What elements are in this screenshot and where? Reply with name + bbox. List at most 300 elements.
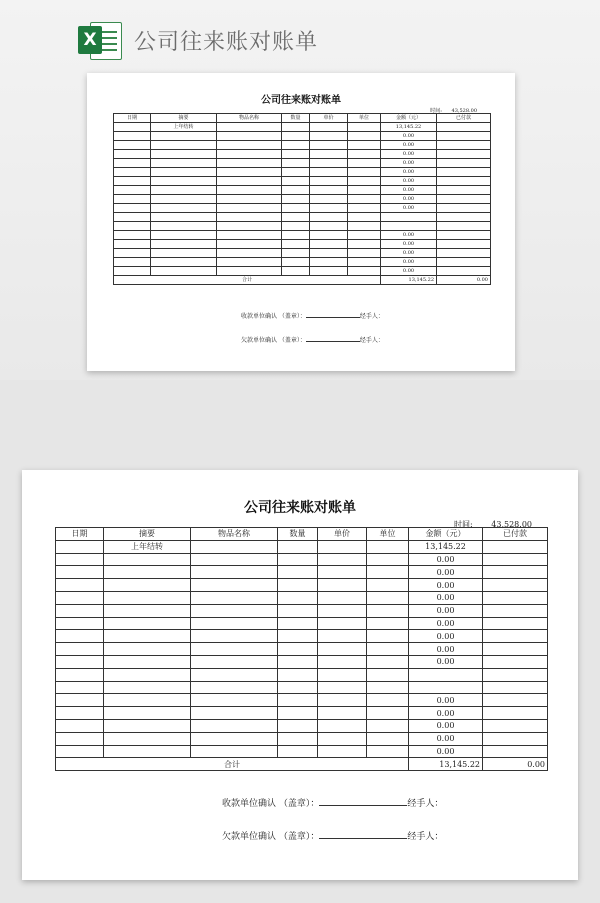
cell-date [114, 150, 151, 159]
cell-paid [437, 186, 491, 195]
cell-summary [151, 168, 217, 177]
cell-amount: 0.00 [381, 168, 437, 177]
table-row [114, 249, 491, 258]
table-row [114, 150, 491, 159]
cell-unit [348, 150, 381, 159]
cell-unit [348, 168, 381, 177]
cell-amount: 0.00 [381, 231, 437, 240]
cell-unit [348, 267, 381, 276]
cell-date [114, 231, 151, 240]
col-item-name: 物品名称 [191, 528, 278, 541]
cell-unit-price [318, 732, 367, 745]
cell-paid [437, 240, 491, 249]
cell-unit-price [310, 213, 348, 222]
cell-quantity [282, 240, 310, 249]
cell-date [114, 258, 151, 267]
handler-label: 经手人： [407, 799, 444, 809]
document-title: 公司往来账对账单 [244, 500, 356, 516]
cell-item-name [191, 681, 278, 694]
cell-unit [348, 231, 381, 240]
cell-date [114, 204, 151, 213]
cell-unit-price [318, 540, 367, 553]
col-paid: 已付款 [483, 528, 548, 541]
cell-unit-price [318, 655, 367, 668]
cell-amount: 0.00 [381, 267, 437, 276]
cell-summary [104, 707, 191, 720]
cell-unit [367, 591, 409, 604]
cell-unit-price [310, 123, 348, 132]
cell-date [114, 177, 151, 186]
cell-date [114, 141, 151, 150]
table-row [56, 694, 548, 707]
cell-quantity [282, 186, 310, 195]
cell-unit [348, 222, 381, 231]
cell-paid [437, 231, 491, 240]
cell-item-name [217, 141, 282, 150]
cell-amount [381, 222, 437, 231]
ledger-table [113, 113, 491, 285]
cell-unit-price [310, 267, 348, 276]
table-row [114, 123, 491, 132]
cell-unit-price [318, 643, 367, 656]
cell-date [56, 732, 104, 745]
cell-paid [437, 168, 491, 177]
cell-summary [151, 141, 217, 150]
cell-item-name [217, 186, 282, 195]
cell-amount: 0.00 [409, 579, 483, 592]
time-value: 43,528.00 [491, 520, 532, 529]
cell-amount: 0.00 [409, 643, 483, 656]
total-paid: 0.00 [437, 276, 491, 285]
cell-date [114, 222, 151, 231]
cell-quantity [278, 630, 318, 643]
table-row [114, 204, 491, 213]
cell-paid [483, 655, 548, 668]
excel-badge: X [78, 26, 102, 54]
cell-unit [348, 123, 381, 132]
cell-amount: 13,145.22 [381, 123, 437, 132]
table-row [56, 553, 548, 566]
cell-unit-price [310, 141, 348, 150]
table-row [114, 267, 491, 276]
cell-amount: 0.00 [381, 258, 437, 267]
total-row [114, 276, 491, 285]
cell-summary [151, 195, 217, 204]
cell-quantity [278, 553, 318, 566]
table-row [114, 231, 491, 240]
cell-quantity [278, 604, 318, 617]
cell-unit [367, 630, 409, 643]
cell-paid [437, 150, 491, 159]
cell-summary [151, 132, 217, 141]
total-row [56, 758, 548, 771]
cell-unit [367, 694, 409, 707]
document-preview[interactable] [22, 470, 578, 880]
cell-item-name [217, 267, 282, 276]
cell-paid [483, 604, 548, 617]
cell-date [56, 719, 104, 732]
cell-item-name [217, 204, 282, 213]
cell-summary [104, 745, 191, 758]
cell-item-name [191, 707, 278, 720]
cell-item-name [191, 617, 278, 630]
cell-unit [367, 732, 409, 745]
cell-item-name [191, 719, 278, 732]
cell-item-name [217, 195, 282, 204]
cell-date [56, 668, 104, 681]
cell-quantity [282, 222, 310, 231]
cell-quantity [278, 681, 318, 694]
cell-amount: 0.00 [409, 617, 483, 630]
cell-unit [348, 240, 381, 249]
cell-item-name [217, 159, 282, 168]
cell-item-name [191, 643, 278, 656]
cell-quantity [278, 566, 318, 579]
cell-quantity [282, 231, 310, 240]
cell-amount [381, 213, 437, 222]
cell-amount: 0.00 [381, 204, 437, 213]
cell-summary [151, 231, 217, 240]
cell-unit [367, 707, 409, 720]
cell-unit-price [318, 566, 367, 579]
cell-amount: 0.00 [409, 694, 483, 707]
cell-unit [367, 579, 409, 592]
table-row [56, 617, 548, 630]
table-row [56, 591, 548, 604]
cell-summary [104, 604, 191, 617]
cell-unit [367, 617, 409, 630]
cell-item-name [191, 732, 278, 745]
cell-item-name [191, 591, 278, 604]
signature-line [319, 805, 407, 806]
col-quantity: 数量 [278, 528, 318, 541]
cell-summary [104, 694, 191, 707]
cell-unit [367, 745, 409, 758]
cell-unit-price [318, 630, 367, 643]
table-row [56, 630, 548, 643]
receiver-signature [222, 796, 443, 809]
cell-unit-price [310, 231, 348, 240]
col-date: 日期 [114, 114, 151, 123]
cell-unit [348, 204, 381, 213]
cell-item-name [191, 579, 278, 592]
cell-date [114, 168, 151, 177]
cell-unit [348, 132, 381, 141]
cell-item-name [191, 630, 278, 643]
cell-summary [151, 177, 217, 186]
cell-paid [483, 719, 548, 732]
cell-date [114, 186, 151, 195]
cell-unit-price [318, 694, 367, 707]
cell-unit-price [318, 745, 367, 758]
cell-amount: 0.00 [381, 150, 437, 159]
cell-date [56, 579, 104, 592]
cell-summary [104, 553, 191, 566]
table-row [56, 707, 548, 720]
cell-quantity [282, 249, 310, 258]
signature-line [306, 341, 360, 342]
cell-unit-price [310, 249, 348, 258]
cell-summary [104, 732, 191, 745]
cell-item-name [191, 566, 278, 579]
cell-paid [437, 195, 491, 204]
cell-unit [367, 643, 409, 656]
cell-unit [348, 249, 381, 258]
cell-paid [483, 630, 548, 643]
cell-amount: 0.00 [409, 745, 483, 758]
debtor-signature [241, 335, 384, 344]
cell-summary [151, 150, 217, 159]
cell-unit [367, 566, 409, 579]
document-title: 公司往来账对账单 [261, 95, 341, 106]
cell-summary [104, 566, 191, 579]
cell-item-name [217, 240, 282, 249]
cell-quantity [282, 177, 310, 186]
table-row [114, 132, 491, 141]
cell-unit [348, 213, 381, 222]
cell-amount: 0.00 [381, 195, 437, 204]
cell-date [56, 566, 104, 579]
cell-summary [151, 159, 217, 168]
cell-summary [104, 591, 191, 604]
col-unit: 单位 [348, 114, 381, 123]
cell-summary [151, 204, 217, 213]
cell-amount: 0.00 [381, 159, 437, 168]
cell-amount: 0.00 [381, 132, 437, 141]
debtor-label: 欠款单位确认 （盖章）： [222, 832, 320, 842]
cell-summary [104, 655, 191, 668]
total-label: 合计 [56, 758, 409, 771]
cell-amount: 0.00 [409, 566, 483, 579]
cell-quantity [282, 141, 310, 150]
table-row [114, 177, 491, 186]
cell-paid [437, 267, 491, 276]
cell-quantity [282, 132, 310, 141]
cell-quantity [278, 643, 318, 656]
table-row [114, 258, 491, 267]
table-row [56, 732, 548, 745]
cell-item-name [191, 655, 278, 668]
cell-item-name [217, 258, 282, 267]
table-row [114, 195, 491, 204]
cell-quantity [278, 707, 318, 720]
cell-unit-price [310, 177, 348, 186]
cell-item-name [191, 694, 278, 707]
cell-paid [437, 123, 491, 132]
cell-amount: 0.00 [409, 553, 483, 566]
table-row [114, 141, 491, 150]
cell-quantity [278, 668, 318, 681]
time-label: 时间: [454, 520, 473, 529]
cell-unit-price [310, 258, 348, 267]
col-paid: 已付款 [437, 114, 491, 123]
cell-quantity [282, 195, 310, 204]
col-amount: 金额（元） [381, 114, 437, 123]
handler-label: 经手人： [359, 337, 384, 344]
cell-amount: 0.00 [409, 655, 483, 668]
cell-summary [104, 681, 191, 694]
table-row [114, 213, 491, 222]
cell-amount [409, 668, 483, 681]
cell-unit [367, 719, 409, 732]
cell-unit-price [310, 204, 348, 213]
excel-icon [78, 20, 122, 60]
cell-paid [483, 745, 548, 758]
total-label: 合计 [114, 276, 381, 285]
cell-item-name [217, 123, 282, 132]
cell-quantity [278, 617, 318, 630]
cell-unit [367, 540, 409, 553]
cell-date [56, 553, 104, 566]
cell-summary [104, 630, 191, 643]
cell-unit-price [318, 579, 367, 592]
table-row [56, 745, 548, 758]
cell-quantity [278, 655, 318, 668]
cell-date [56, 681, 104, 694]
cell-unit [367, 668, 409, 681]
time-value: 43,528.00 [451, 108, 477, 114]
cell-item-name [191, 604, 278, 617]
cell-date [56, 630, 104, 643]
cell-quantity [278, 732, 318, 745]
cell-paid [437, 249, 491, 258]
cell-unit-price [318, 707, 367, 720]
cell-date [56, 694, 104, 707]
cell-paid [483, 591, 548, 604]
cell-paid [437, 132, 491, 141]
signature-line [319, 838, 407, 839]
cell-paid [483, 668, 548, 681]
cell-paid [483, 579, 548, 592]
cell-paid [437, 159, 491, 168]
table-row [56, 681, 548, 694]
cell-unit [367, 681, 409, 694]
table-row [56, 604, 548, 617]
cell-unit-price [310, 150, 348, 159]
cell-paid [483, 732, 548, 745]
cell-summary [104, 668, 191, 681]
total-amount: 13,145.22 [409, 758, 483, 771]
cell-paid [483, 617, 548, 630]
cell-amount: 0.00 [381, 249, 437, 258]
cell-unit [348, 186, 381, 195]
cell-amount: 0.00 [409, 630, 483, 643]
table-row [114, 240, 491, 249]
table-body [56, 540, 548, 758]
cell-date [114, 249, 151, 258]
col-date: 日期 [56, 528, 104, 541]
col-summary: 摘要 [151, 114, 217, 123]
cell-amount: 0.00 [409, 591, 483, 604]
cell-summary [151, 267, 217, 276]
cell-item-name [191, 553, 278, 566]
table-row [56, 719, 548, 732]
receiver-label: 收款单位确认 （盖章）： [241, 313, 306, 320]
cell-date [56, 643, 104, 656]
table-row [56, 579, 548, 592]
cell-date [56, 540, 104, 553]
cell-summary [104, 643, 191, 656]
cell-summary: 上年结转 [151, 123, 217, 132]
document-thumbnail[interactable] [87, 73, 515, 371]
cell-unit [367, 553, 409, 566]
table-row [114, 222, 491, 231]
page-title: 公司往来账对账单 [134, 29, 319, 55]
col-unit: 单位 [367, 528, 409, 541]
table-row [114, 168, 491, 177]
cell-unit-price [318, 617, 367, 630]
cell-date [114, 267, 151, 276]
cell-item-name [191, 540, 278, 553]
cell-unit-price [310, 195, 348, 204]
cell-amount: 0.00 [381, 141, 437, 150]
cell-unit [348, 258, 381, 267]
cell-item-name [217, 231, 282, 240]
handler-label: 经手人： [359, 313, 384, 320]
cell-date [56, 617, 104, 630]
cell-unit-price [318, 681, 367, 694]
cell-quantity [282, 168, 310, 177]
page-header [78, 20, 318, 60]
cell-amount: 0.00 [409, 732, 483, 745]
cell-date [114, 123, 151, 132]
table-row [56, 566, 548, 579]
cell-item-name [217, 213, 282, 222]
cell-paid [437, 222, 491, 231]
debtor-signature [222, 829, 443, 842]
cell-paid [483, 553, 548, 566]
cell-quantity [282, 258, 310, 267]
table-body [114, 123, 491, 276]
cell-item-name [217, 177, 282, 186]
cell-unit-price [310, 240, 348, 249]
cell-item-name [217, 150, 282, 159]
cell-unit-price [310, 168, 348, 177]
col-unit-price: 单价 [310, 114, 348, 123]
cell-summary [151, 249, 217, 258]
cell-item-name [191, 745, 278, 758]
cell-amount: 0.00 [409, 707, 483, 720]
table-header-row [114, 114, 491, 123]
cell-amount [409, 681, 483, 694]
cell-unit [348, 195, 381, 204]
receiver-signature [241, 311, 384, 320]
cell-unit-price [318, 553, 367, 566]
cell-paid [483, 681, 548, 694]
debtor-label: 欠款单位确认 （盖章）： [241, 337, 306, 344]
cell-quantity [278, 719, 318, 732]
cell-paid [437, 213, 491, 222]
handler-label: 经手人： [407, 832, 444, 842]
table-row [56, 643, 548, 656]
cell-quantity [278, 591, 318, 604]
cell-unit-price [318, 719, 367, 732]
cell-summary [104, 617, 191, 630]
cell-quantity [282, 213, 310, 222]
col-amount: 金额（元） [409, 528, 483, 541]
cell-unit-price [318, 591, 367, 604]
cell-quantity [278, 579, 318, 592]
cell-date [56, 707, 104, 720]
col-summary: 摘要 [104, 528, 191, 541]
cell-date [56, 591, 104, 604]
cell-quantity [278, 540, 318, 553]
table-row [114, 186, 491, 195]
table-row [114, 159, 491, 168]
cell-quantity [282, 204, 310, 213]
cell-unit [367, 604, 409, 617]
total-amount: 13,145.22 [381, 276, 437, 285]
